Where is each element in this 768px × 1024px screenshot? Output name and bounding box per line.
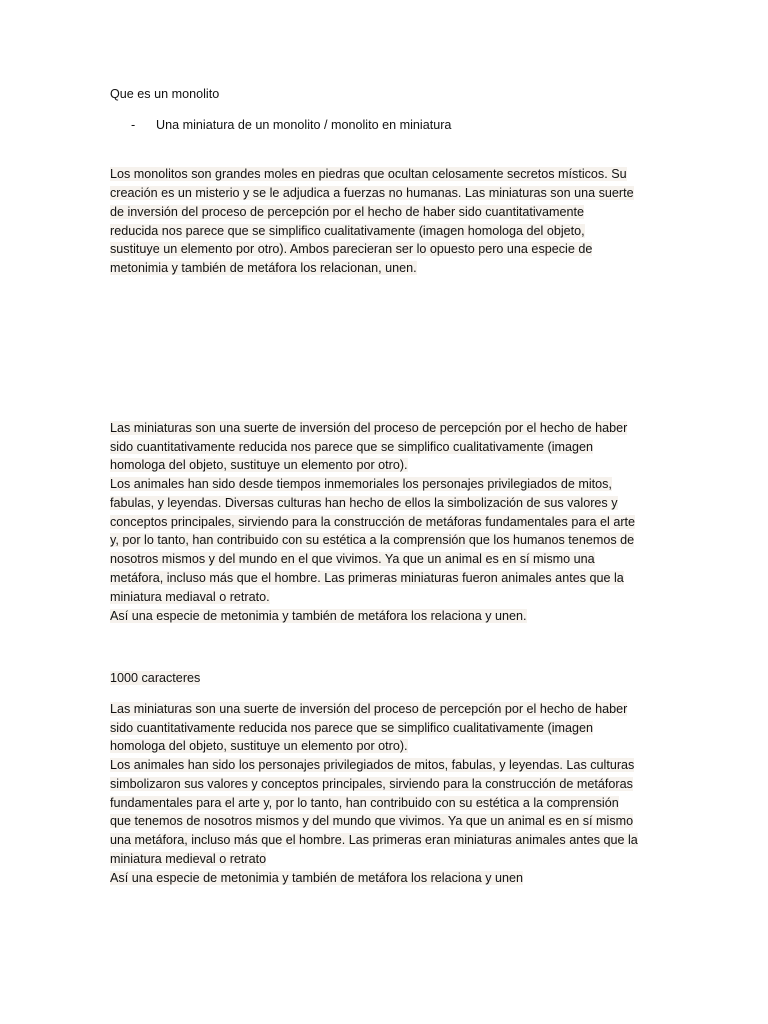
paragraph-line: una metáfora, incluso más que el hombre. Las primeras eran miniaturas animales antes que la	[110, 833, 638, 847]
paragraph-line: Así una especie de metonimia y también de metáfora los relaciona y unen.	[110, 609, 527, 623]
paragraph-line: nosotros mismos y del mundo en el que vivimos. Ya que un animal es en sí mismo una	[110, 552, 595, 566]
paragraph-line: sustituye un elemento por otro). Ambos parecieran ser lo opuesto pero una especie de	[110, 242, 593, 256]
paragraph-line: sido cuantitativamente reducida nos parece que se simplifico cualitativamente (imagen	[110, 440, 594, 454]
paragraph-line: reducida nos parece que se simplifico cualitativamente (imagen homologa del objeto,	[110, 224, 585, 238]
paragraph-line: creación es un misterio y se le adjudica a fuerzas no humanas. Las miniaturas son una suerte	[110, 186, 634, 200]
paragraph-line: simbolizaron sus valores y conceptos principales, sirviendo para la construcción de metáforas	[110, 777, 633, 791]
paragraph-line: Los monolitos son grandes moles en piedras que ocultan celosamente secretos místicos. Su	[110, 167, 627, 181]
paragraph-line: fundamentales para el arte y, por lo tanto, han contribuido con su estética a la comprensión	[110, 796, 619, 810]
paragraph-line: Las miniaturas son una suerte de inversión del proceso de percepción por el hecho de haber	[110, 421, 628, 435]
paragraph-line: miniatura mediaval o retrato.	[110, 590, 270, 604]
paragraph-line: homologa del objeto, sustituye un elemento por otro).	[110, 458, 408, 472]
char-count-label: 1000 caracteres	[110, 671, 201, 685]
paragraph-line: y, por lo tanto, han contribuido con su estética a la comprensión que los humanos tenemos de	[110, 533, 635, 547]
paragraph-line: metonimia y también de metáfora los relacionan, unen.	[110, 261, 417, 275]
paragraph-line: Las miniaturas son una suerte de inversión del proceso de percepción por el hecho de haber	[110, 702, 628, 716]
paragraph-line: que tenemos de nosotros mismos y del mundo que vivimos. Ya que un animal es en sí mismo	[110, 814, 634, 828]
document-heading: Que es un monolito	[110, 87, 220, 101]
paragraph-line: homologa del objeto, sustituye un elemento por otro).	[110, 739, 408, 753]
paragraph-line: fabulas, y leyendas. Diversas culturas han hecho de ellos la simbolización de sus valores y	[110, 496, 618, 510]
paragraph-line: Los animales han sido los personajes privilegiados de mitos, fabulas, y leyendas. Las culturas	[110, 758, 635, 772]
paragraph-line: sido cuantitativamente reducida nos parece que se simplifico cualitativamente (imagen	[110, 721, 594, 735]
bullet-text: Una miniatura de un monolito / monolito en miniatura	[156, 118, 452, 132]
paragraph-line: Los animales han sido desde tiempos inmemoriales los personajes privilegiados de mitos,	[110, 477, 612, 491]
paragraph-line: conceptos principales, sirviendo para la construcción de metáforas fundamentales para el arte	[110, 515, 636, 529]
paragraph-line: de inversión del proceso de percepción por el hecho de haber sido cuantitativamente	[110, 205, 584, 219]
paragraph-line: miniatura medieval o retrato	[110, 852, 267, 866]
paragraph-line: Así una especie de metonimia y también de metáfora los relaciona y unen	[110, 871, 524, 885]
bullet-marker: -	[131, 118, 136, 132]
paragraph-line: metáfora, incluso más que el hombre. Las primeras miniaturas fueron animales antes que la	[110, 571, 624, 585]
